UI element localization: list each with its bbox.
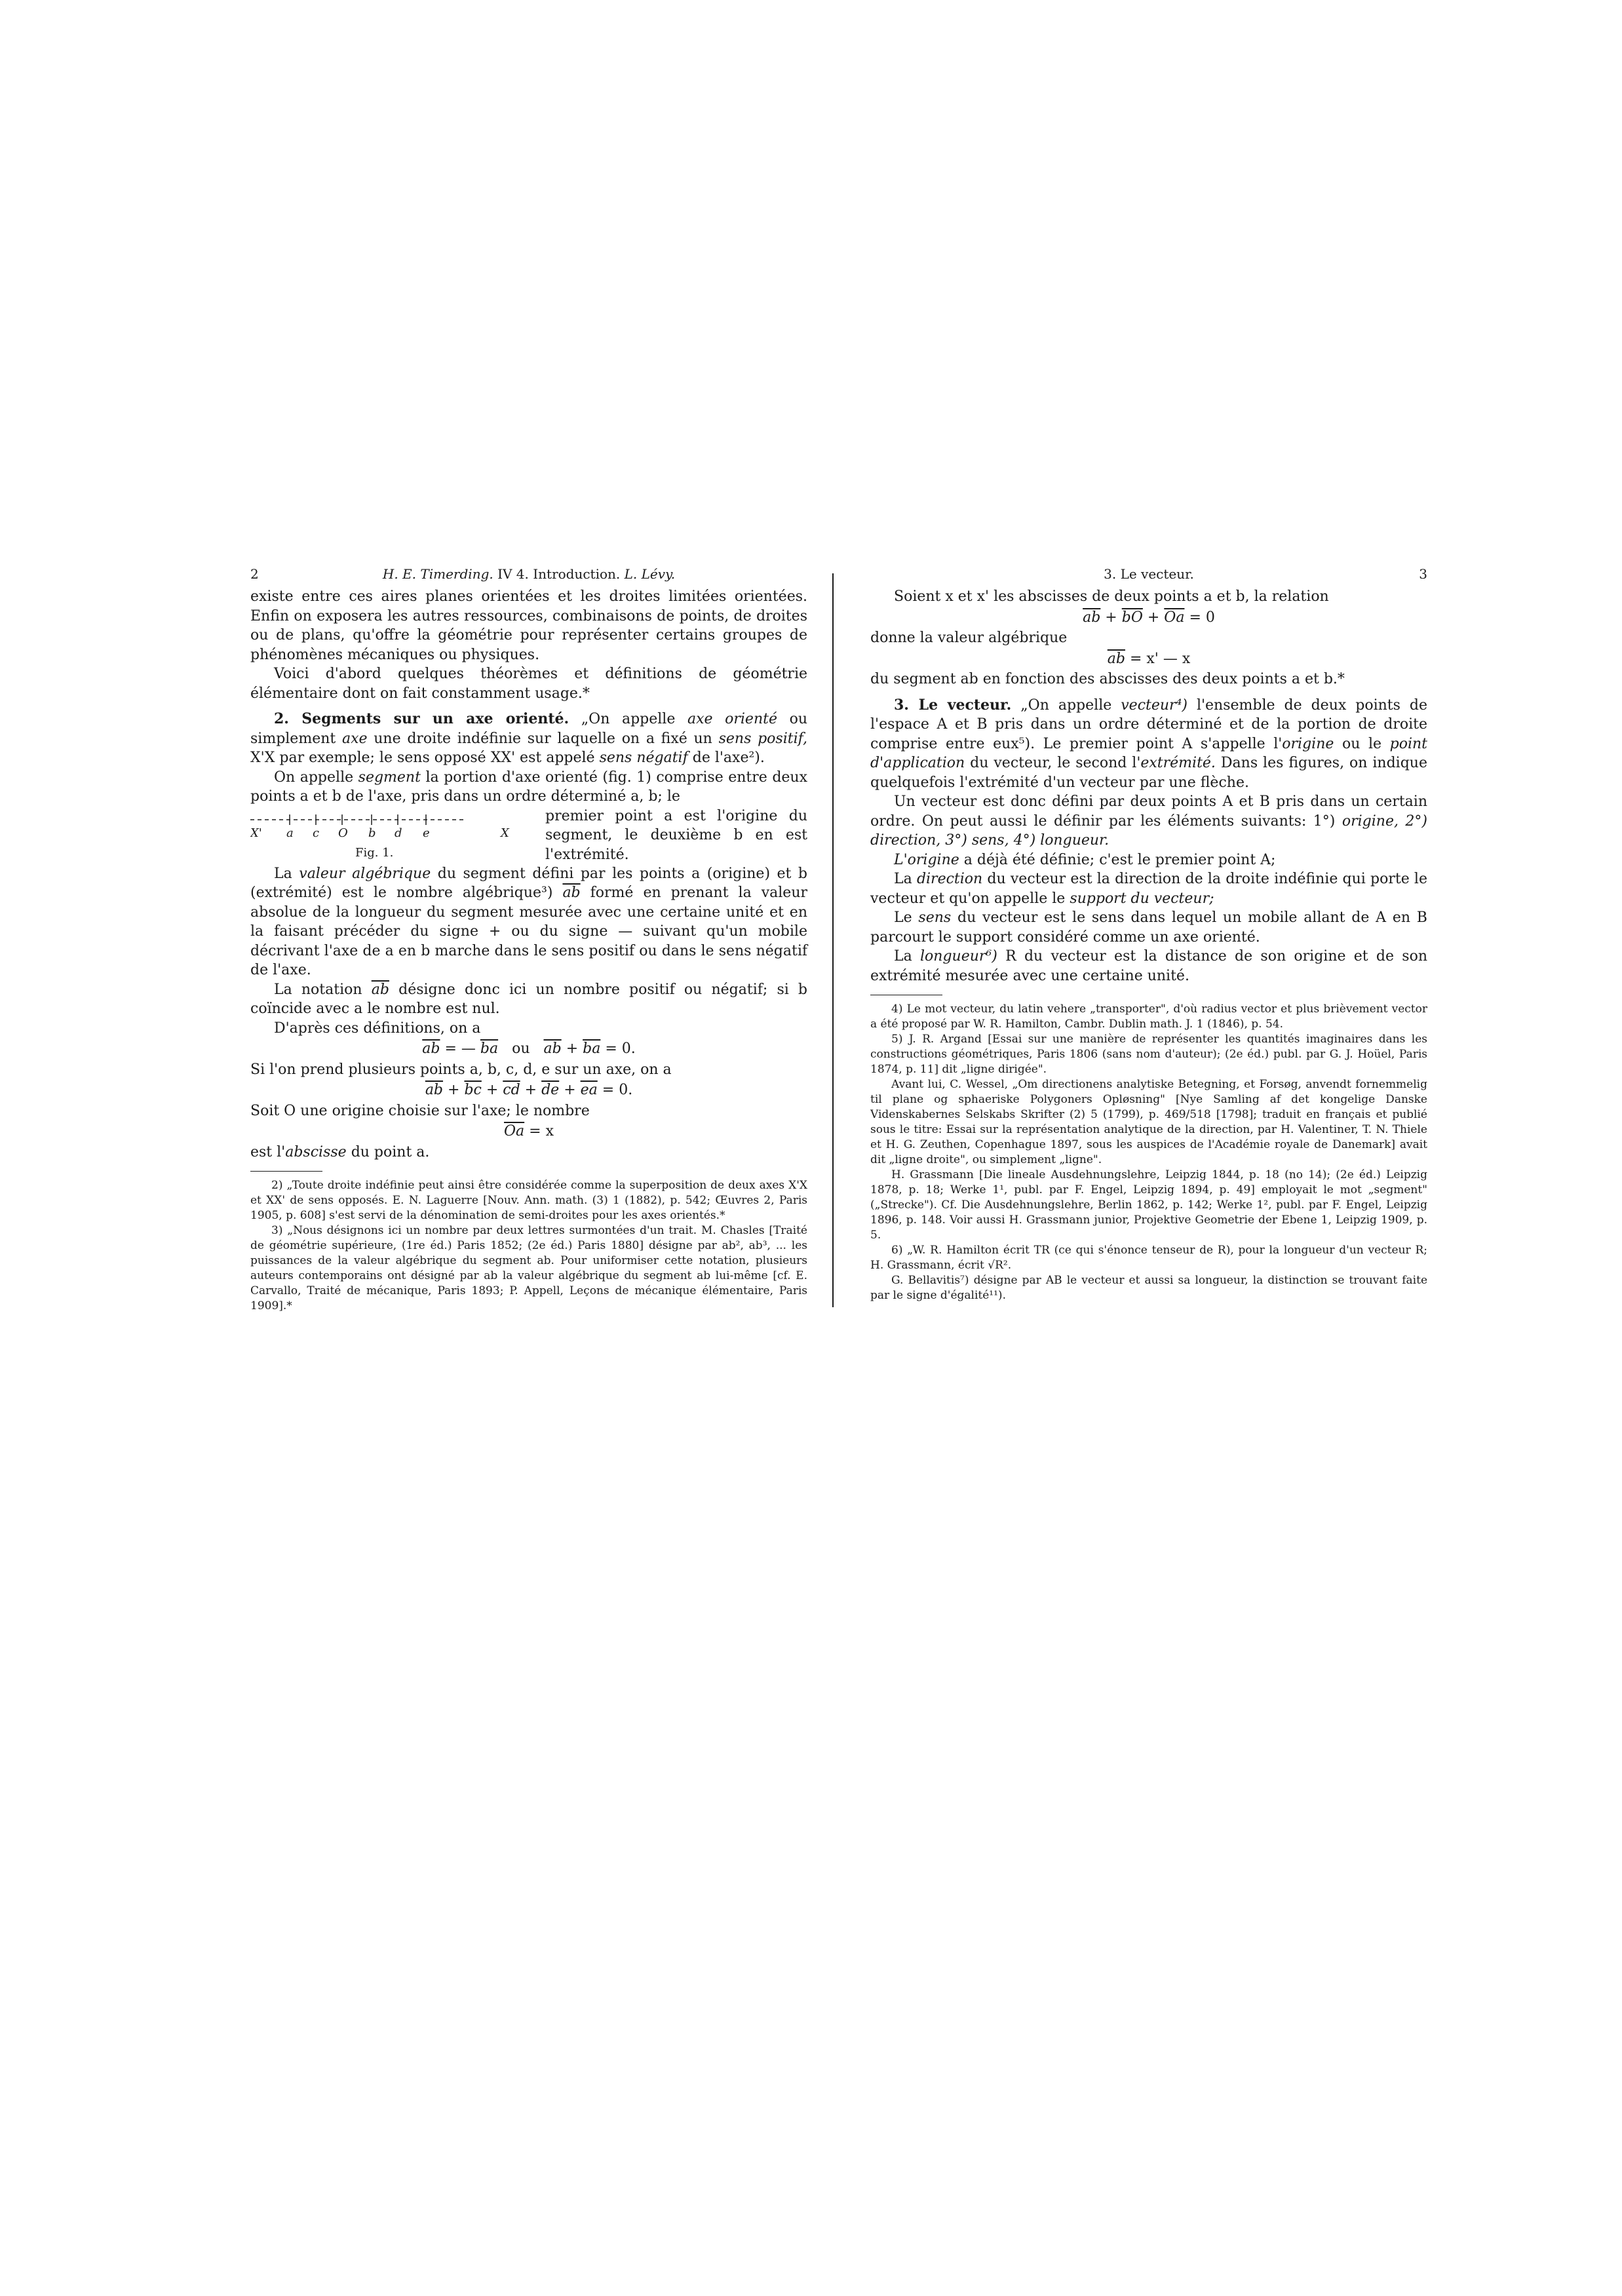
equation-1: $\overline{ab}$ = — $\overline{ba}$ ou $\overline{ab} + \overline{ba} = 0$. <box>422 1041 636 1057</box>
equation-5: $\overline{ab} = x'$ — x <box>1107 650 1191 667</box>
equation-3: $\overline{Oa} = x$ <box>504 1123 554 1139</box>
section-2-title: 2. Segments sur un axe orienté. <box>274 710 570 727</box>
footnote-5-wessel: Avant lui, C. Wessel, „Om directionens analytiske Betegning, et Forsøg, anvendt fornemmelig til plane og sphaeriske Polygoners Opløsning" [Nye Samling af det kongelige Danske Videnskabernes Selskabs Skrifter (2) 5 (1799), p. 469/518 [1798]; traduit en français et publié sous le titre: Essai sur la représentation analytique de la direction, par H. Valentiner, T. N. Thiele et H. G. Zeuthen, Copenhague 1897, sous les auspices de l'Académie royale de Danemark] avait dit „ligne droite", ou simplement „ligne". <box>870 1078 1427 1166</box>
left-page <box>250 565 807 1314</box>
intro-paragraph-1: existe entre ces aires planes orientées et les droites limitées orientées. Enfin on exposera les autres ressources, combinaisons de points, de droites ou de plans, qu'offre la géométrie pour représenter certains groupes de phénomènes mécaniques ou physiques. <box>250 588 807 663</box>
section-2-paragraph-3: La valeur algébrique du segment défini par les points a (origine) et b (extrémité) est le nombre algébrique³) $\overline{ab}$ formé en prenant la valeur absolue de la longueur du segment mesurée avec une certaine unité et en la faisant précéder du signe + ou du signe — suivant qu'un mobile décrivant l'axe de a en b marche dans le sens positif ou dans le sens négatif de l'axe. <box>250 865 807 978</box>
section-3-title: 3. Le vecteur. <box>894 696 1012 714</box>
label-a: a <box>286 826 294 840</box>
equation-4: $\overline{ab} + \overline{bO} + \overline{Oa} = 0$ <box>1083 609 1215 626</box>
left-page-number: 2 <box>250 566 259 582</box>
section-3-paragraph-6: La longueur⁶) R du vecteur est la distance de son origine et de son extrémité mesurée avec une certaine unité. <box>870 948 1427 984</box>
label-c: c <box>313 826 320 840</box>
section-3-paragraph-3: L'origine a déjà été définie; c'est le premier point A; <box>894 851 1276 868</box>
section-2-paragraph-5: D'après ces définitions, on a <box>274 1020 481 1037</box>
left-page-header <box>250 565 807 587</box>
right-paragraph-3: du segment ab en fonction des abscisses des deux points a et b.* <box>870 671 1345 687</box>
equation-2: $\overline{ab} + \overline{bc} + \overline{cd} + \overline{de} + \overline{ea} = 0$. <box>425 1082 633 1098</box>
right-running-title: 3. Le vecteur. <box>1104 566 1194 582</box>
right-page <box>870 565 1427 1303</box>
page-gutter <box>832 573 834 1307</box>
footnote-3: 3) „Nous désignons ici un nombre par deux lettres surmontées d'un trait. M. Chasles [Traité de géométrie supérieure, (1re éd.) Paris 1852; (2e éd.) Paris 1880] désigne par ab², ab³, ... les puissances de la valeur algébrique du segment ab. Pour uniformiser cette notation, plusieurs auteurs contemporains ont désigné par ab la valeur algébrique du segment ab lui-même [cf. E. Carvallo, Traité de mécanique, Paris 1893; P. Appell, Leçons de mécanique élémentaire, Paris 1909].* <box>250 1224 807 1312</box>
section-2-paragraph-6: Si l'on prend plusieurs points a, b, c, d, e sur un axe, on a <box>250 1061 672 1078</box>
footnote-rule-left <box>250 1171 322 1172</box>
footnote-5-grassmann: H. Grassmann [Die lineale Ausdehnungslehre, Leipzig 1844, p. 18 (no 14); (2e éd.) Leipzig 1878, p. 18; Werke 1¹, publ. par F. Engel, Leipzig 1894, p. 49] employait le mot „segment" („Strecke"). Cf. Die Ausdehnungslehre, Berlin 1862, p. 142; Werke 1², publ. par F. Engel, Leipzig 1896, p. 148. Voir aussi H. Grassmann junior, Projektive Geometrie der Ebene 1, Leipzig 1909, p. 5. <box>870 1168 1427 1242</box>
right-paragraph-2: donne la valeur algébrique <box>870 630 1068 646</box>
figure-caption: Fig. 1. <box>355 845 394 860</box>
section-3-paragraph-4: La direction du vecteur est la direction de la droite indéfinie qui porte le vecteur et qu'on appelle le support du vecteur; <box>870 871 1427 907</box>
section-3-paragraph-5: Le sens du vecteur est le sens dans lequel un mobile allant de A en B parcourt le support considéré comme un axe orienté. <box>870 909 1427 946</box>
label-d: d <box>395 826 402 840</box>
section-3-paragraph-2: Un vecteur est donc défini par deux points A et B pris dans un certain ordre. On peut aussi le définir par les éléments suivants: 1°) origine, 2°) direction, 3°) sens, 4°) longueur. <box>870 794 1427 849</box>
section-2-paragraph-1: 2. Segments sur un axe orienté. „On appelle axe orienté ou simplement axe une droite indéfinie sur laquelle on a fixé un sens positif, X'X par exemple; le sens opposé XX' est appelé sens négatif de l'axe²). <box>250 710 808 766</box>
right-page-number: 3 <box>1419 566 1427 582</box>
label-X: X <box>501 826 509 840</box>
footnote-6: 6) „W. R. Hamilton écrit TR (ce qui s'énonce tenseur de R), pour la longueur d'un vecteur R; H. Grassmann, écrit √R². <box>870 1244 1427 1272</box>
section-2-paragraph-7: Soit O une origine choisie sur l'axe; le nombre <box>250 1102 590 1119</box>
right-footnotes <box>870 1002 1427 1303</box>
label-e: e <box>423 826 430 840</box>
section-2-paragraph-4: La notation $\overline{ab}$ désigne donc ici un nombre positif ou négatif; si b coïncide avec a le nombre est nul. <box>250 981 808 1017</box>
label-X-prime: X' <box>250 826 262 840</box>
section-2-paragraph-2: On appelle segment la portion d'axe orienté (fig. 1) comprise entre deux points a et b de l'axe, pris dans un ordre déterminé a, b; le <box>250 769 807 805</box>
label-b: b <box>368 826 376 840</box>
left-running-head: H. E. Timerding. IV 4. Introduction. L. Lévy. <box>382 566 676 582</box>
footnote-4: 4) Le mot vecteur, du latin vehere „transporter", d'où radius vector et plus brièvement vector a été proposé par W. R. Hamilton, Cambr. Dublin math. J. 1 (1846), p. 54. <box>870 1003 1427 1031</box>
section-3-paragraph-1: 3. Le vecteur. „On appelle vecteur⁴) l'ensemble de deux points de l'espace A et B pris dans un ordre déterminé et de la portion de droite comprise entre eux⁵). Le premier point A s'appelle l'origine ou le point d'application du vecteur, le second l'extrémité. Dans les figures, on indique quelquefois l'extrémité d'un vecteur par une flèche. <box>870 696 1427 791</box>
right-paragraph-1: Soient x et x' les abscisses de deux points a et b, la relation <box>894 588 1329 605</box>
section-2-paragraph-8: est l'abscisse du point a. <box>250 1143 430 1160</box>
left-footnotes <box>250 1178 807 1314</box>
label-O: O <box>338 826 348 840</box>
right-page-header <box>870 565 1427 587</box>
figure-side-text: premier point a est l'origine du segment, le deuxième b en est l'extrémité. <box>545 807 807 863</box>
axis-figure <box>250 807 539 864</box>
footnote-5: 5) J. R. Argand [Essai sur une manière de représenter les quantités imaginaires dans les constructions géométriques, Paris 1806 (sans nom d'auteur); (2e éd.) publ. par G. J. Hoüel, Paris 1874, p. 11] dit „ligne dirigée". <box>870 1033 1427 1076</box>
footnote-6-bellavitis: G. Bellavitis⁷) désigne par AB le vecteur et aussi sa longueur, la distinction se trouvant faite par le signe d'égalité¹¹). <box>870 1274 1427 1302</box>
figure-1 <box>250 807 807 864</box>
intro-paragraph-2: Voici d'abord quelques théorèmes et définitions de géométrie élémentaire dont on fait constamment usage.* <box>250 666 807 702</box>
footnote-2: 2) „Toute droite indéfinie peut ainsi être considérée comme la superposition de deux axes X'X et XX' de sens opposés. E. N. Laguerre [Nouv. Ann. math. (3) 1 (1882), p. 542; Œuvres 2, Paris 1905, p. 608] s'est servi de la dénomination de semi-droites pour les axes orientés.* <box>250 1179 807 1222</box>
